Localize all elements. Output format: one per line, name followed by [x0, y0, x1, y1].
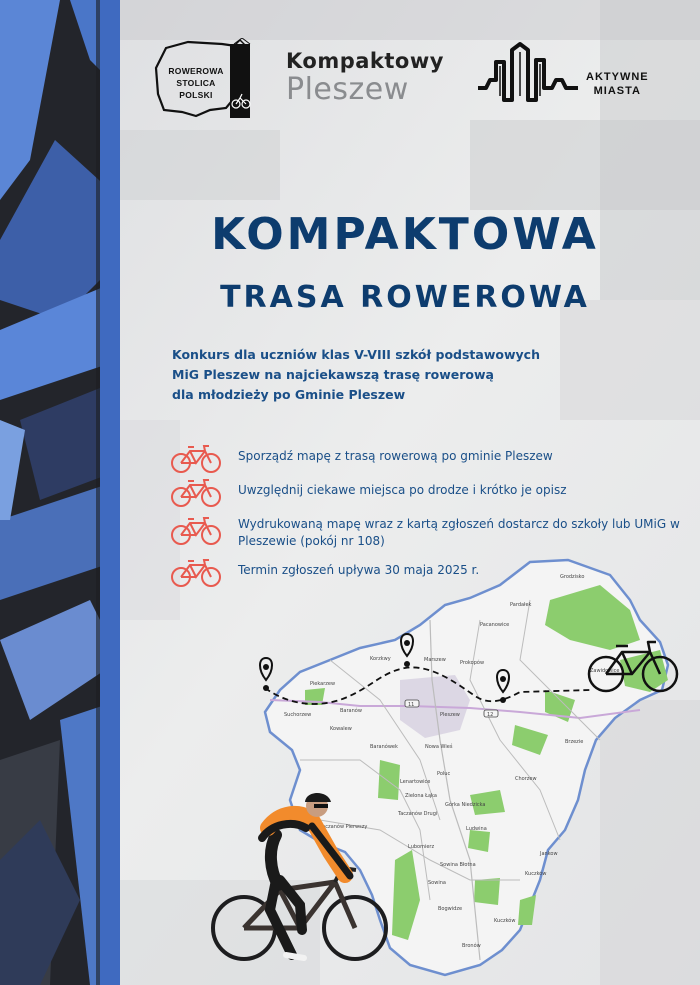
pleszew-text: Pleszew — [286, 72, 409, 107]
map-label: Lubomierz — [408, 844, 435, 850]
sub-title: TRASA ROWEROWA — [220, 280, 590, 315]
map-label: Ludwina — [466, 826, 487, 832]
map-label: Zawidowice — [590, 668, 620, 674]
map-label: Górka Niedzicka — [445, 802, 486, 808]
aktywne-text: AKTYWNE — [586, 71, 649, 83]
map-label: Pacanowice — [480, 622, 510, 628]
map-label: Baranów — [340, 708, 362, 714]
bullet-text: Wydrukowaną mapę wraz z kartą zgłoszeń dostarcz do szkoły lub UMiG w Pleszewie (pokój nr 108) — [238, 517, 680, 548]
map-label: Kowalew — [330, 726, 352, 732]
map-label: Suchorzew — [284, 712, 312, 718]
bullet-text: Uwzględnij ciekawe miejsca po drodze i krótko je opisz — [238, 483, 567, 497]
rowerowa-line1: ROWEROWA — [168, 66, 224, 76]
kompaktowy-text: Kompaktowy — [286, 49, 444, 73]
map-label: Bronów — [462, 943, 481, 949]
rowerowa-line2: STOLICA — [176, 78, 216, 88]
intro-line2: MiG Pleszew na najciekawszą trasę rowerową — [172, 367, 494, 382]
map-label: Lenartowice — [400, 779, 431, 785]
map-label: Bogwidze — [438, 906, 463, 912]
map-label: Baranówek — [370, 744, 398, 750]
map-label: Prokopów — [460, 660, 485, 666]
road-number: 12 — [487, 712, 494, 718]
map-label: Nowa Wieś — [425, 744, 453, 750]
map-label: Kuczków — [525, 871, 547, 877]
map-pin-icon — [260, 658, 272, 691]
main-title: KOMPAKTOWA — [211, 209, 599, 260]
intro-line3: dla młodzieży po Gminie Pleszew — [172, 387, 406, 402]
map-label: Jankow — [540, 851, 558, 857]
map-label: Zielona Łąka — [405, 793, 437, 799]
bullet-text: Sporządź mapę z trasą rowerową po gminie Pleszew — [238, 449, 553, 463]
map-label: Taczanów Drugi — [398, 811, 438, 817]
road-number: 11 — [408, 702, 415, 708]
intro-line1: Konkurs dla uczniów klas V-VIII szkół podstawowych — [172, 347, 540, 362]
map-label: Poluc — [437, 771, 451, 777]
map-label: Chorzew — [515, 776, 537, 782]
map-label: Marszew — [424, 657, 446, 663]
map-label: Pleszew — [440, 712, 460, 718]
map-label: Korzkwy — [370, 656, 391, 662]
map-label: Kuczków — [494, 918, 516, 924]
map-label: Piekarzew — [310, 681, 336, 687]
map-label: Taczanów Pierwszy — [320, 824, 368, 830]
map-label: Pardałek — [510, 602, 532, 608]
map-label: Brzezie — [565, 739, 584, 745]
map-label: Sowina — [428, 880, 446, 886]
rowerowa-line3: POLSKI — [179, 90, 213, 100]
map-label: Grodzisko — [560, 574, 585, 580]
miasta-text: MIASTA — [593, 85, 641, 97]
map-label: Sowina Błotna — [440, 862, 476, 868]
bullet-text: Termin zgłoszeń upływa 30 maja 2025 r. — [238, 563, 480, 577]
